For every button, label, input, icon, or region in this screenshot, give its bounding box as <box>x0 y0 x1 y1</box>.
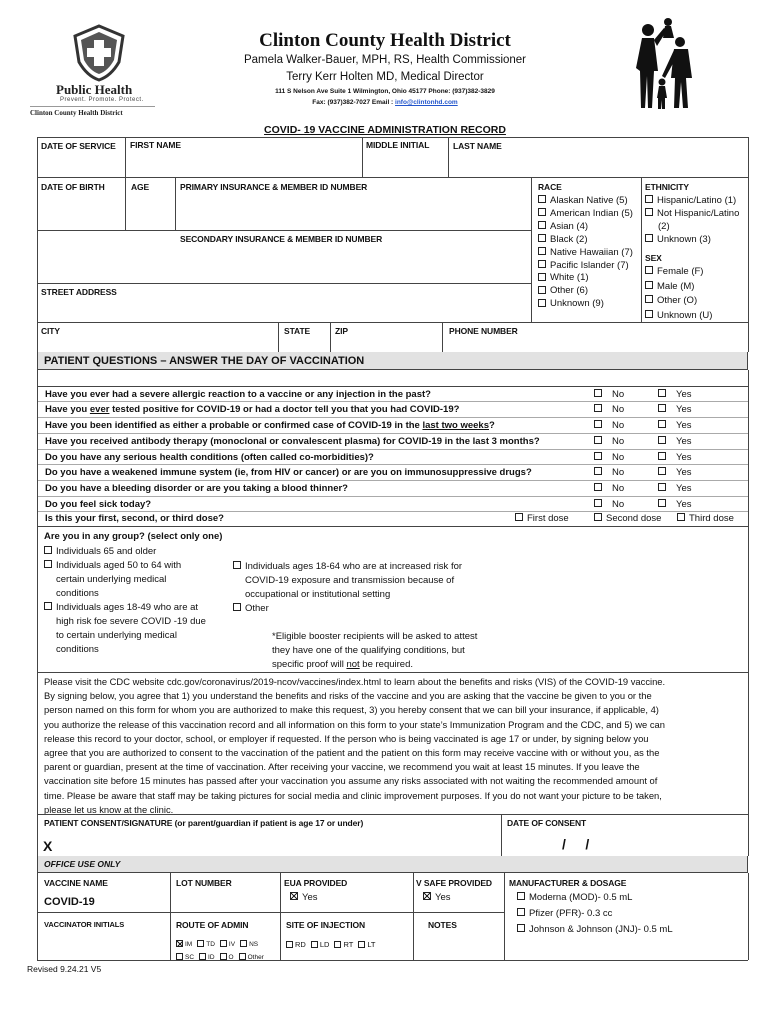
booster-note-2: they have one of the qualifying conditions, but <box>272 645 465 656</box>
ethnicity-option-unknown[interactable]: Unknown (3) <box>645 234 711 245</box>
checkbox-icon[interactable] <box>290 892 298 900</box>
consent-line: you authorize the release of this vaccination record and all information on this form to your state’s Immunization Program and the CDC, and 5) we can <box>44 718 665 730</box>
inline-option[interactable]: IV <box>220 941 235 948</box>
group-18-49-line3: to certain underlying medical <box>56 630 177 641</box>
answer-yes-option[interactable]: Yes <box>658 499 692 510</box>
group-18-49[interactable]: Individuals ages 18-49 who are at <box>44 602 198 613</box>
third-dose-option[interactable]: Third dose <box>677 513 734 524</box>
checkbox-icon[interactable] <box>594 483 602 491</box>
consent-line: Please visit the CDC website cdc.gov/coronavirus/2019-ncov/vaccines/index.html to learn about the benefits and risks (VIS) of the COVID-19 vaccine. <box>44 676 666 687</box>
answer-yes-option[interactable]: Yes <box>658 452 692 463</box>
inline-option[interactable]: O <box>220 954 234 961</box>
inline-option[interactable]: Other <box>239 954 264 961</box>
question-bleeding-disorder: Do you have a bleeding disorder or are you taking a blood thinner? <box>45 483 348 494</box>
notes-label: NOTES <box>428 920 457 930</box>
eua-provided-label: EUA PROVIDED <box>284 878 348 888</box>
checkbox-icon[interactable] <box>658 420 666 428</box>
inline-option[interactable]: SC <box>176 954 194 961</box>
checkbox-icon[interactable] <box>658 499 666 507</box>
checkbox-icon[interactable] <box>358 941 365 948</box>
checkbox-icon[interactable] <box>594 436 602 444</box>
question-allergic-reaction: Have you ever had a severe allergic reaction to a vaccine or any injection in the past? <box>45 389 431 400</box>
question-dose-number: Is this your first, second, or third dose? <box>45 513 224 524</box>
date-of-service-label: DATE OF SERVICE <box>41 141 116 151</box>
question-health-conditions: Do you have any serious health conditions (often called co-morbidities)? <box>45 452 374 463</box>
signature-x-mark: X <box>43 838 53 854</box>
answer-yes-option[interactable]: Yes <box>658 389 692 400</box>
date-of-birth-label: DATE OF BIRTH <box>41 182 105 192</box>
consent-line: time. Please be aware that staff may be taking pictures for social media and clinic improvement purposes. If you do not want your picture to be taken, <box>44 789 662 801</box>
option-item[interactable]: American Indian (5) <box>538 208 633 219</box>
city-label: CITY <box>41 326 60 336</box>
option-item[interactable]: Female (F) <box>645 266 703 277</box>
answer-yes-option[interactable]: Yes <box>658 420 692 431</box>
first-dose-option[interactable]: First dose <box>515 513 569 524</box>
form-title: COVID- 19 VACCINE ADMINISTRATION RECORD <box>264 124 506 136</box>
checkbox-icon[interactable] <box>538 286 546 294</box>
group-18-49-line4: conditions <box>56 644 99 655</box>
checkbox-icon[interactable] <box>233 561 241 569</box>
group-50-64-line3: conditions <box>56 588 99 599</box>
lot-number-label: LOT NUMBER <box>176 878 232 888</box>
vsafe-yes-option[interactable]: Yes <box>423 892 451 903</box>
checkbox-icon[interactable] <box>658 467 666 475</box>
ethnicity-option-not-hispanic[interactable]: Not Hispanic/Latino <box>645 208 739 219</box>
group-18-64-line3: occupational or institutional setting <box>245 589 391 600</box>
date-slashes: / / <box>562 836 590 852</box>
answer-yes-option[interactable]: Yes <box>658 467 692 478</box>
route-of-admin-label: ROUTE OF ADMIN <box>176 920 249 930</box>
inline-option[interactable]: TD <box>197 941 215 948</box>
option-item[interactable]: Alaskan Native (5) <box>538 195 628 206</box>
consent-line: release this record to your doctor, school, or employer if requested. If the person who is being vaccinated is age 17 or under, by signing below you <box>44 732 649 744</box>
answer-no-option[interactable]: No <box>594 467 624 478</box>
middle-initial-label: MIDDLE INITIAL <box>366 140 430 150</box>
route-options-row-2 <box>176 946 269 964</box>
checkbox-icon[interactable] <box>538 221 546 229</box>
option-item[interactable]: White (1) <box>538 272 589 283</box>
zip-label: ZIP <box>335 326 348 336</box>
checkbox-icon[interactable] <box>658 436 666 444</box>
checkbox-icon[interactable] <box>44 602 52 610</box>
checkbox-icon[interactable] <box>658 483 666 491</box>
checkbox-icon[interactable] <box>538 234 546 242</box>
checkbox-icon[interactable] <box>658 389 666 397</box>
answer-yes-option[interactable]: Yes <box>658 404 692 415</box>
manufacturer-pfizer[interactable]: Pfizer (PFR)- 0.3 cc <box>517 908 612 919</box>
checkbox-icon[interactable] <box>334 941 341 948</box>
manufacturer-label: MANUFACTURER & DOSAGE <box>509 878 627 888</box>
checkbox-icon[interactable] <box>645 195 653 203</box>
checkbox-icon[interactable] <box>594 404 602 412</box>
group-18-64-line2: COVID-19 exposure and transmission because of <box>245 575 455 586</box>
manufacturer-jnj[interactable]: Johnson & Johnson (JNJ)- 0.5 mL <box>517 924 673 935</box>
answer-no-option[interactable]: No <box>594 404 624 415</box>
checkbox-icon[interactable] <box>594 513 602 521</box>
age-label: AGE <box>131 182 150 192</box>
checkbox-icon[interactable] <box>594 499 602 507</box>
question-tested-positive: Have you ever tested positive for COVID-19 or had a doctor tell you that you had COVID-19? <box>45 404 460 415</box>
checkbox-icon[interactable] <box>44 560 52 568</box>
checkbox-icon[interactable] <box>538 299 546 307</box>
race-label: RACE <box>538 182 562 192</box>
site-options <box>286 934 381 952</box>
answer-no-option[interactable]: No <box>594 389 624 400</box>
option-item[interactable]: Unknown (U) <box>645 310 712 321</box>
checkbox-icon[interactable] <box>594 467 602 475</box>
option-item[interactable]: Other (6) <box>538 285 588 296</box>
checkbox-icon[interactable] <box>538 208 546 216</box>
signature-label: PATIENT CONSENT/SIGNATURE (or parent/guardian if patient is age 17 or under) <box>44 818 364 828</box>
vsafe-provided-label: V SAFE PROVIDED <box>416 878 492 888</box>
group-other[interactable]: Other <box>233 603 269 614</box>
answer-yes-option[interactable]: Yes <box>658 483 692 494</box>
first-name-label: FIRST NAME <box>130 140 181 150</box>
family-silhouette-icon <box>608 16 708 116</box>
group-18-49-line2: high risk foe severe COVID -19 due <box>56 616 206 627</box>
checkbox-icon[interactable] <box>645 310 653 318</box>
logo-tagline: Prevent. Promote. Protect. <box>60 97 144 103</box>
inline-option[interactable]: RD <box>286 940 306 949</box>
inline-option[interactable]: ID <box>199 954 215 961</box>
logo-name: Public Health <box>56 82 133 97</box>
street-address-label: STREET ADDRESS <box>41 287 117 297</box>
option-item[interactable]: Other (O) <box>645 295 697 306</box>
consent-line: please let us know at the clinic. <box>44 803 174 815</box>
checkbox-icon[interactable] <box>44 546 52 554</box>
option-item[interactable]: Native Hawaiian (7) <box>538 247 633 258</box>
checkbox-icon[interactable] <box>199 953 206 960</box>
checkbox-icon[interactable] <box>658 404 666 412</box>
checkbox-icon[interactable] <box>645 234 653 242</box>
option-item[interactable]: Unknown (9) <box>538 298 604 309</box>
checkbox-icon[interactable] <box>594 452 602 460</box>
header-line-1: Pamela Walker-Bauer, MPH, RS, Health Commissioner <box>243 54 527 66</box>
groups-title: Are you in any group? (select only one) <box>44 531 223 542</box>
consent-line: parent or guardian, present at the time of vaccination. After receiving your vaccine, we recommend you wait at least 15 minutes. If you leave the <box>44 761 640 773</box>
checkbox-icon[interactable] <box>220 953 227 960</box>
date-of-consent-label: DATE OF CONSENT <box>507 818 587 828</box>
email-link[interactable]: info@clintonhd.com <box>395 99 458 106</box>
last-name-label: LAST NAME <box>453 141 502 151</box>
question-antibody-therapy: Have you received antibody therapy (monoclonal or convalescent plasma) for COVID-19 in the last 3 months? <box>45 436 540 447</box>
checkbox-icon[interactable] <box>311 941 318 948</box>
checkbox-icon[interactable] <box>515 513 523 521</box>
checkbox-icon[interactable] <box>594 420 602 428</box>
site-of-injection-label: SITE OF INJECTION <box>286 920 366 930</box>
office-use-header: OFFICE USE ONLY <box>37 856 748 873</box>
option-item[interactable]: Black (2) <box>538 234 587 245</box>
booster-note-3: specific proof will not be required. <box>272 659 414 670</box>
header-line-2: Terry Kerr Holten MD, Medical Director <box>286 71 484 83</box>
header-address: 111 S Nelson Ave Suite 1 Wilmington, Ohio 45177 Phone: (937)382-3829 <box>275 88 495 95</box>
group-50-64[interactable]: Individuals aged 50 to 64 with <box>44 560 181 571</box>
checkbox-icon[interactable] <box>538 195 546 203</box>
secondary-insurance-label: SECONDARY INSURANCE & MEMBER ID NUMBER <box>180 234 383 244</box>
answer-no-option[interactable]: No <box>594 436 624 447</box>
date-of-consent-field[interactable] <box>504 830 746 854</box>
phone-label: PHONE NUMBER <box>449 326 518 336</box>
checkbox-icon[interactable] <box>538 260 546 268</box>
consent-paragraph <box>44 675 744 817</box>
answer-yes-option[interactable]: Yes <box>658 436 692 447</box>
inline-option[interactable]: LD <box>311 940 330 949</box>
manufacturer-moderna[interactable]: Moderna (MOD)- 0.5 mL <box>517 892 632 903</box>
checkbox-icon[interactable] <box>658 452 666 460</box>
state-label: STATE <box>284 326 311 336</box>
consent-line: agree that you are authorized to consent to the vaccination of the patient and the patient on this form may receive vaccine with or without you, as the <box>44 747 660 759</box>
checkbox-icon[interactable] <box>517 908 525 916</box>
checkbox-icon[interactable] <box>645 266 653 274</box>
vaccine-name-value[interactable]: COVID-19 <box>44 896 95 908</box>
checkbox-icon[interactable] <box>538 273 546 281</box>
question-probable-case: Have you been identified as either a probable or confirmed case of COVID-19 in the last two weeks? <box>45 420 495 431</box>
checkbox-icon[interactable] <box>594 389 602 397</box>
checkbox-icon[interactable] <box>677 513 685 521</box>
logo-subtitle: Clinton County Health District <box>30 109 123 117</box>
checkbox-icon[interactable] <box>645 281 653 289</box>
answer-no-option[interactable]: No <box>594 452 624 463</box>
fax-label: Fax: (937)382-7027 Email : <box>312 99 396 106</box>
group-18-64-exposure[interactable]: Individuals ages 18-64 who are at increased risk for <box>233 561 462 572</box>
checkbox-icon[interactable] <box>423 892 431 900</box>
ethnicity-option-hispanic[interactable]: Hispanic/Latino (1) <box>645 195 736 206</box>
checkbox-icon[interactable] <box>645 208 653 216</box>
inline-option[interactable]: RT <box>334 940 353 949</box>
question-immune-system: Do you have a weakened immune system (ie, from HIV or cancer) or are you on immunosuppressive drugs? <box>45 467 532 478</box>
revised-footer: Revised 9.24.21 V5 <box>27 964 102 974</box>
primary-insurance-label: PRIMARY INSURANCE & MEMBER ID NUMBER <box>180 182 368 192</box>
org-title: Clinton County Health District <box>259 30 511 51</box>
question-feel-sick: Do you feel sick today? <box>45 499 152 510</box>
consent-line: vaccination site before 15 minutes has passed after your vaccination you assume any risks associated with not waiting the recommended amount of <box>44 775 658 787</box>
answer-no-option[interactable]: No <box>594 499 624 510</box>
vaccinator-initials-label: VACCINATOR INITIALS <box>44 920 125 929</box>
checkbox-icon[interactable] <box>239 953 246 960</box>
group-50-64-line2: certain underlying medical <box>56 574 167 585</box>
checkbox-icon[interactable] <box>286 941 293 948</box>
checkbox-icon[interactable] <box>233 603 241 611</box>
checkbox-icon[interactable] <box>538 247 546 255</box>
sex-label: SEX <box>645 253 662 263</box>
inline-option[interactable]: LT <box>358 940 375 949</box>
answer-no-option[interactable]: No <box>594 420 624 431</box>
checkbox-icon[interactable] <box>176 953 183 960</box>
option-item[interactable]: Male (M) <box>645 281 694 292</box>
questions-header: PATIENT QUESTIONS – ANSWER THE DAY OF VACCINATION <box>37 352 748 370</box>
group-65-older[interactable]: Individuals 65 and older <box>44 546 156 557</box>
option-item[interactable]: Pacific Islander (7) <box>538 260 629 271</box>
ethnicity-option-not-hispanic-code: (2) <box>658 221 670 232</box>
consent-line: person named on this form for whom you are authorized to make this request, 3) you hereby consent that we can bill your insurance, if applicable, 4) <box>44 704 659 716</box>
answer-no-option[interactable]: No <box>594 483 624 494</box>
booster-note-1: *Eligible booster recipients will be asked to attest <box>272 631 478 642</box>
option-item[interactable]: Asian (4) <box>538 221 588 232</box>
vaccine-name-label: VACCINE NAME <box>44 878 108 888</box>
eua-yes-option[interactable]: Yes <box>290 892 318 903</box>
inline-option[interactable]: IM <box>176 941 192 948</box>
consent-line: By signing below, you agree that 1) you understand the benefits and risks of the vaccine and you are asking that the vaccine be given to you or the <box>44 690 652 702</box>
checkbox-icon[interactable] <box>517 924 525 932</box>
signature-field[interactable] <box>40 830 498 854</box>
checkbox-icon[interactable] <box>517 892 525 900</box>
second-dose-option[interactable]: Second dose <box>594 513 661 524</box>
checkbox-icon[interactable] <box>645 295 653 303</box>
inline-option[interactable]: NS <box>240 941 258 948</box>
ethnicity-label: ETHNICITY <box>645 182 689 192</box>
